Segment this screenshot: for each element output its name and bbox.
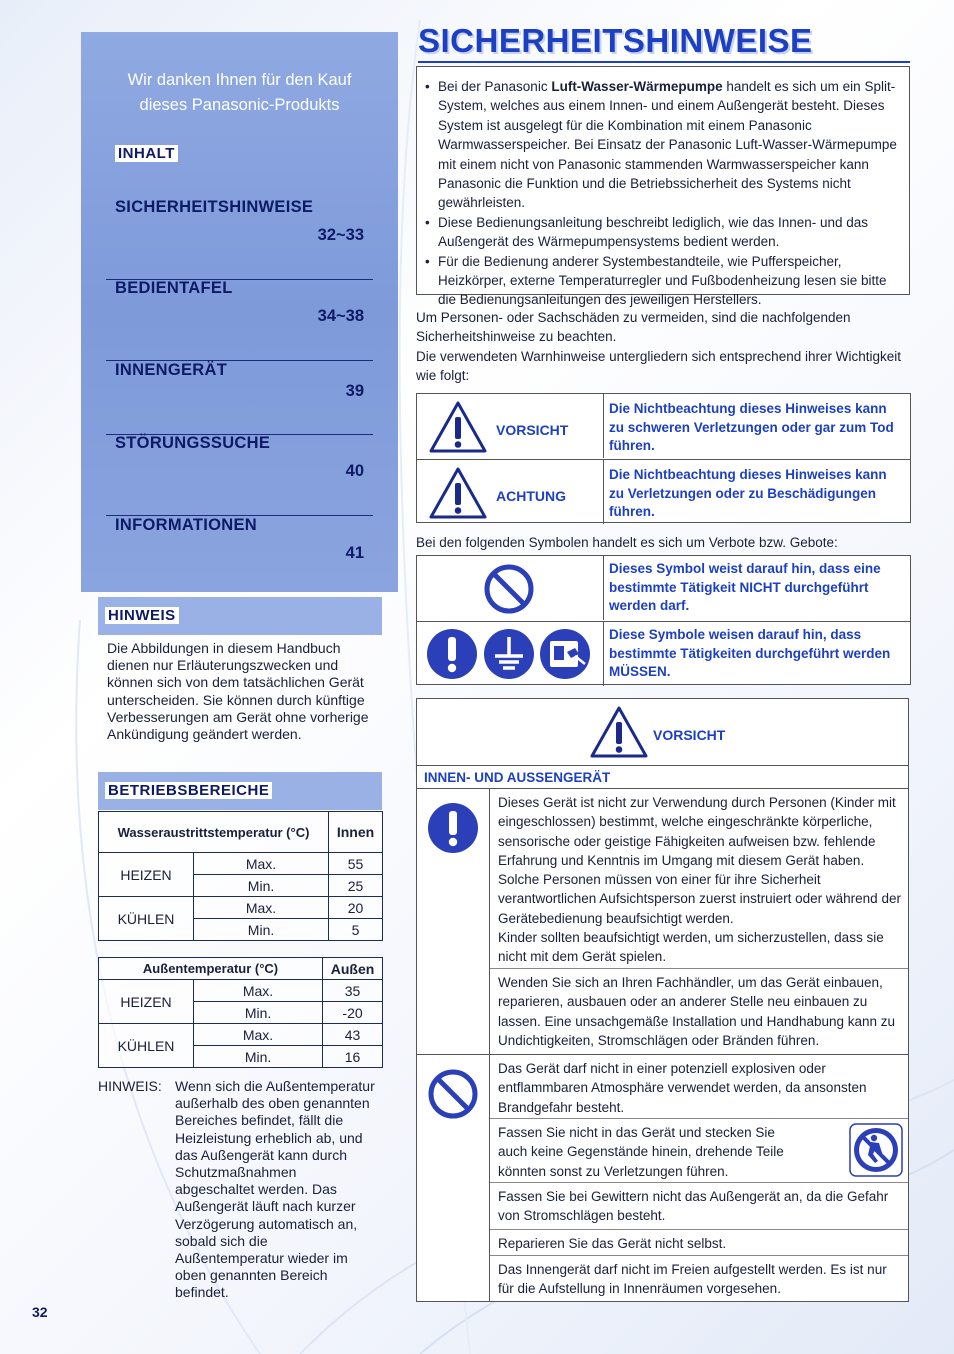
divider bbox=[603, 622, 604, 686]
hinweis-text: Die Abbildungen in diesem Handbuch dienen nur Erläuterungszwecken und können sich von dem tatsächlichen Gerät unterscheiden. Sie können durch künftige Verbesserungen am Gerät ohne vorherige Ankündigung geändert werden. bbox=[107, 640, 369, 743]
max-label: Max. bbox=[194, 980, 323, 1002]
warning-row bbox=[417, 394, 910, 458]
intro-paragraph: Die verwendeten Warnhinweise untergliedern sich entsprechend ihrer Wichtigkeit wie folgt: bbox=[416, 349, 901, 384]
warning-triangle-icon bbox=[589, 705, 649, 759]
table-head: Wasseraustrittstemperatur (°C) bbox=[99, 812, 329, 853]
page-title: SICHERHEITSHINWEISE bbox=[418, 22, 813, 59]
value-cell: -20 bbox=[323, 1002, 383, 1024]
caution-label: VORSICHT bbox=[653, 727, 726, 743]
intro-bullet: • Bei der Panasonic Luft-Wasser-Wärmepumpe handelt es sich um ein Split-System, welches aus einem Innen- und einem Außengerät besteht. Dieses System ist ausgelegt für die Kombination mit einem Panasonic Warmwasserspeicher. Bei Einsatz der Panasonic Luft-Wasser-Wärmepumpe mit einem nicht von Panasonic stammenden Warmwasserspeicher kann Panasonic die Funktion und die Betriebssicherheit des Systems nicht gewährleisten. bbox=[425, 77, 903, 213]
warning-description: Die Nichtbeachtung dieses Hinweises kann zu schweren Verletzungen oder gar zum Tod führen. bbox=[609, 401, 894, 453]
caution-item: Das Gerät darf nicht in einer potenziell explosiven oder entflammbaren Atmosphäre verwendet werden, da ansonsten Brandgefahr besteht. bbox=[490, 1055, 908, 1119]
symbols-box bbox=[416, 555, 911, 685]
intro-paragraph: Um Personen- oder Sachschäden zu vermeiden, sind die nachfolgenden Sicherheitshinweise zu beachten. bbox=[416, 310, 851, 345]
value-cell: 5 bbox=[329, 919, 383, 941]
symbol-row bbox=[417, 621, 910, 685]
water-temp-table bbox=[98, 811, 383, 941]
warning-levels-box bbox=[416, 393, 911, 523]
no-touching-rotating-parts-icon bbox=[849, 1123, 903, 1177]
caution-item: Wenden Sie sich an Ihren Fachhändler, um das Gerät einbauen, reparieren, ausbauen oder an anderer Stelle neu einbauen zu lassen. Eine unsachgemäße Installation und Handhabung kann zu Undichtigkeiten, Stromschlägen oder Bränden führen. bbox=[490, 969, 908, 1055]
mode-cell: KÜHLEN bbox=[99, 1024, 194, 1068]
toc-item-stoerungssuche[interactable]: STÖRUNGSSUCHE 40 bbox=[106, 434, 373, 516]
value-cell: 35 bbox=[323, 980, 383, 1002]
note-label: HINWEIS: bbox=[98, 1078, 162, 1094]
toc-item-innengeraet[interactable]: INNENGERÄT 39 bbox=[106, 361, 373, 435]
warning-label: ACHTUNG bbox=[496, 488, 566, 504]
symbol-row bbox=[417, 556, 910, 620]
earth-ground-icon bbox=[483, 628, 535, 680]
toc-item-bedientafel[interactable]: BEDIENTAFEL 34~38 bbox=[106, 279, 373, 361]
symbol-description: Diese Symbole weisen darauf hin, dass bestimmte Tätigkeiten durchgeführt werden MÜSSEN. bbox=[609, 627, 891, 679]
betriebsbereiche-header: BETRIEBSBEREICHE bbox=[98, 772, 382, 810]
caution-item: Dieses Gerät ist nicht zur Verwendung durch Personen (Kinder mit eingeschlossen) bestimmt, welche eingeschränkte körperliche, sensorische oder geistige Fähigkeiten aufweisen bzw. fehlende Erfahrung und Kenntnis im Umgang mit diesem Gerät haben. Solche Personen müssen von einer für ihre Sicherheit verantwortlichen Aufsichtsperson zuerst instruiert oder während der Gerätebedienung beaufsichtigt werden. Kinder sollten beaufsichtigt werden, um sicherzustellen, dass sie nicht mit dem Gerät spielen. bbox=[490, 789, 908, 969]
symbol-description: Dieses Symbol weist darauf hin, dass eine bestimmte Tätigkeit NICHT durchgeführt werden darf. bbox=[609, 561, 881, 613]
min-label: Min. bbox=[194, 919, 329, 941]
disconnect-plug-icon bbox=[539, 628, 591, 680]
thanks-text: Wir danken Ihnen für den Kauf dieses Panasonic-Produkts bbox=[127, 71, 352, 114]
warning-triangle-icon bbox=[428, 400, 488, 454]
max-label: Max. bbox=[194, 1024, 323, 1046]
note-text: Wenn sich die Außentemperatur außerhalb des oben genannten Bereiches befindet, fällt die Heizleistung erheblich ab, und das Außengerät kann durch Schutzmaßnahmen abgeschaltet werden. Das Außengerät läuft nach kurzer Verzögerung automatisch an, sobald sich die Außentemperatur wieder im oben genannten Bereich befindet. bbox=[175, 1078, 375, 1301]
warning-description: Die Nichtbeachtung dieses Hinweises kann zu Verletzungen oder zu Beschädigungen führen. bbox=[609, 467, 887, 519]
divider bbox=[603, 556, 604, 620]
mandatory-action-icon bbox=[427, 802, 479, 854]
warning-row bbox=[417, 459, 910, 523]
caution-box bbox=[416, 698, 909, 1302]
page-number: 32 bbox=[32, 1304, 48, 1320]
icon-cell bbox=[417, 1055, 490, 1302]
mode-cell: KÜHLEN bbox=[99, 897, 194, 941]
hinweis-header: HINWEIS bbox=[98, 597, 382, 635]
sidebar-panel bbox=[81, 32, 398, 592]
toc-item-sicherheitshinweise[interactable]: SICHERHEITSHINWEISE 32~33 bbox=[106, 198, 373, 280]
mode-cell: HEIZEN bbox=[99, 980, 194, 1024]
value-cell: 43 bbox=[323, 1024, 383, 1046]
intro-bullet: • Diese Bedienungsanleitung beschreibt lediglich, wie das Innen- und das Außengerät des Wärmepumpensystems bedient werden. bbox=[425, 213, 903, 252]
mandatory-action-icon bbox=[426, 628, 478, 680]
value-cell: 55 bbox=[329, 853, 383, 875]
caution-item: Fassen Sie nicht in das Gerät und stecken Sie auch keine Gegenstände hinein, drehende Teile könnten sonst zu Verletzungen führen. bbox=[490, 1119, 908, 1183]
caution-item: Fassen Sie bei Gewittern nicht das Außengerät an, da die Gefahr von Stromschlägen besteht. bbox=[490, 1183, 908, 1230]
max-label: Max. bbox=[194, 897, 329, 919]
title-rule bbox=[418, 61, 910, 63]
value-cell: 16 bbox=[323, 1046, 383, 1068]
table-col-head: Außen bbox=[323, 958, 383, 980]
caution-item: Reparieren Sie das Gerät nicht selbst. bbox=[490, 1230, 908, 1256]
toc-title: INHALT bbox=[115, 145, 178, 162]
intro-bullet: • Für die Bedienung anderer Systembestandteile, wie Pufferspeicher, Heizkörper, externe Temperaturregler und Fußbodenheizung lesen sie bitte die Bedienungsanleitungen des jeweiligen Herstellers. bbox=[425, 252, 903, 310]
intro-box bbox=[416, 66, 910, 308]
warning-triangle-icon bbox=[428, 466, 488, 520]
value-cell: 25 bbox=[329, 875, 383, 897]
icon-cell bbox=[417, 789, 490, 1055]
caution-subheading: INNEN- UND AUSSENGERÄT bbox=[417, 765, 908, 789]
divider bbox=[603, 394, 604, 458]
divider bbox=[603, 460, 604, 524]
prohibition-icon bbox=[427, 1068, 479, 1120]
min-label: Min. bbox=[194, 875, 329, 897]
outdoor-temp-table bbox=[98, 957, 383, 1068]
caution-item: Das Innengerät darf nicht im Freien aufgestellt werden. Es ist nur für die Aufstellung in Innenräumen vorgesehen. bbox=[498, 1262, 887, 1297]
value-cell: 20 bbox=[329, 897, 383, 919]
warning-label: VORSICHT bbox=[496, 422, 569, 438]
min-label: Min. bbox=[194, 1046, 323, 1068]
mode-cell: HEIZEN bbox=[99, 853, 194, 897]
min-label: Min. bbox=[194, 1002, 323, 1024]
symbols-intro: Bei den folgenden Symbolen handelt es sich um Verbote bzw. Gebote: bbox=[416, 535, 838, 550]
max-label: Max. bbox=[194, 853, 329, 875]
table-col-head: Innen bbox=[329, 812, 383, 853]
toc-item-informationen[interactable]: INFORMATIONEN 41 bbox=[115, 516, 364, 562]
prohibition-icon bbox=[483, 563, 535, 615]
table-head: Außentemperatur (°C) bbox=[99, 958, 323, 980]
